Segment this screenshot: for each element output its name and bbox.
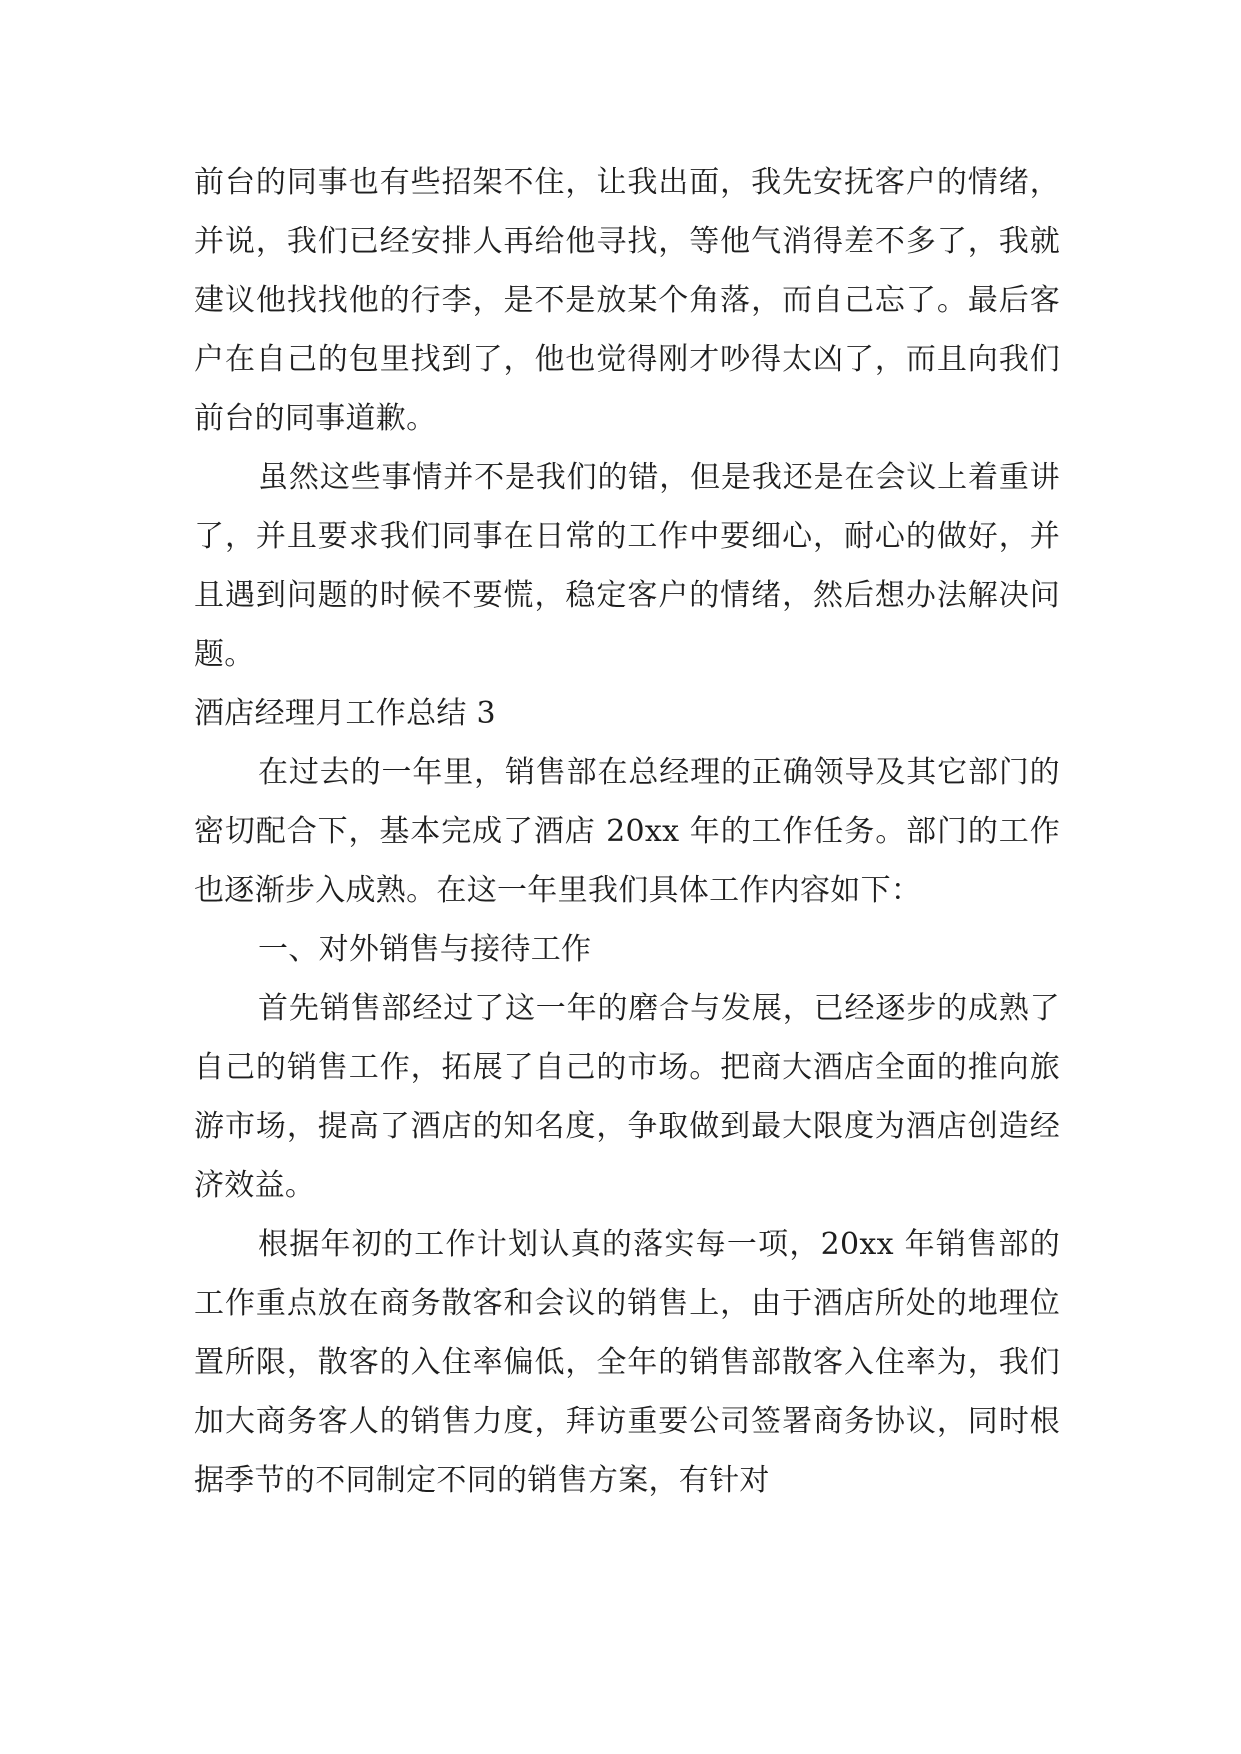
paragraph-1: 前台的同事也有些招架不住，让我出面，我先安抚客户的情绪，并说，我们已经安排人再给他寻找，等他气消得差不多了，我就建议他找找他的行李，是不是放某个角落，而自己忘了。最后客户在自己的包里找到了，他也觉得刚才吵得太凶了，而且向我们前台的同事道歉。 xyxy=(194,165,1060,436)
document-body xyxy=(194,153,1060,1510)
section-heading: 酒店经理月工作总结 3 xyxy=(194,696,496,731)
paragraph-5: 根据年初的工作计划认真的落实每一项，20xx 年销售部的工作重点放在商务散客和会议的销售上，由于酒店所处的地理位置所限，散客的入住率偏低，全年的销售部散客入住率为，我们加大商务客人的销售力度，拜访重要公司签署商务协议，同时根据季节的不同制定不同的销售方案，有针对 xyxy=(194,1227,1060,1498)
subsection-heading: 一、对外销售与接待工作 xyxy=(258,932,592,967)
paragraph-3: 在过去的一年里，销售部在总经理的正确领导及其它部门的密切配合下，基本完成了酒店 20xx 年的工作任务。部门的工作也逐渐步入成熟。在这一年里我们具体工作内容如下： xyxy=(194,755,1060,908)
paragraph-4: 首先销售部经过了这一年的磨合与发展，已经逐步的成熟了自己的销售工作，拓展了自己的市场。把商大酒店全面的推向旅游市场，提高了酒店的知名度，争取做到最大限度为酒店创造经济效益。 xyxy=(194,991,1060,1203)
paragraph-2: 虽然这些事情并不是我们的错，但是我还是在会议上着重讲了，并且要求我们同事在日常的工作中要细心，耐心的做好，并且遇到问题的时候不要慌，稳定客户的情绪，然后想办法解决问题。 xyxy=(194,460,1060,672)
